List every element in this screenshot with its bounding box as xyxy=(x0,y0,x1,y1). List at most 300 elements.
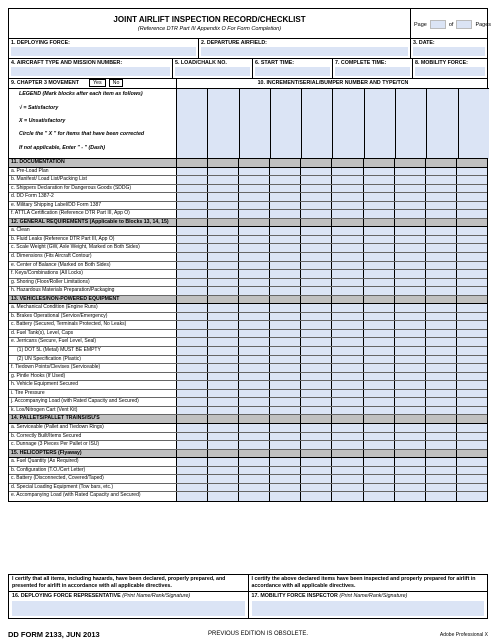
check-cell[interactable] xyxy=(177,433,208,441)
check-cell[interactable] xyxy=(208,313,239,321)
check-cell[interactable] xyxy=(270,176,301,184)
check-cell[interactable] xyxy=(301,321,332,329)
check-cell[interactable] xyxy=(395,236,426,244)
check-cell[interactable] xyxy=(177,390,208,398)
check-cell[interactable] xyxy=(239,313,270,321)
check-cell[interactable] xyxy=(177,373,208,381)
check-cell[interactable] xyxy=(177,253,208,261)
check-cell[interactable] xyxy=(239,373,270,381)
check-cell[interactable] xyxy=(426,279,457,287)
check-cell[interactable] xyxy=(395,492,426,501)
check-cell[interactable] xyxy=(239,185,270,193)
check-cell[interactable] xyxy=(364,279,395,287)
check-cell[interactable] xyxy=(332,424,363,432)
check-cell[interactable] xyxy=(301,202,332,210)
check-cell[interactable] xyxy=(364,202,395,210)
check-cell[interactable] xyxy=(426,364,457,372)
check-cell[interactable] xyxy=(426,373,457,381)
check-cell[interactable] xyxy=(395,168,426,176)
check-cell[interactable] xyxy=(457,475,487,483)
check-cell[interactable] xyxy=(395,330,426,338)
check-cell[interactable] xyxy=(332,313,363,321)
check-cell[interactable] xyxy=(332,484,363,492)
check-cell[interactable] xyxy=(364,424,395,432)
check-cell[interactable] xyxy=(332,330,363,338)
check-cell[interactable] xyxy=(301,262,332,270)
check-cell[interactable] xyxy=(208,458,239,466)
check-cell[interactable] xyxy=(208,407,239,415)
check-cell[interactable] xyxy=(239,244,270,252)
check-cell[interactable] xyxy=(332,475,363,483)
increment-column-field[interactable] xyxy=(365,89,396,159)
check-cell[interactable] xyxy=(395,304,426,312)
check-cell[interactable] xyxy=(426,176,457,184)
check-cell[interactable] xyxy=(177,227,208,235)
check-cell[interactable] xyxy=(457,313,487,321)
check-cell[interactable] xyxy=(208,168,239,176)
check-cell[interactable] xyxy=(270,253,301,261)
check-cell[interactable] xyxy=(364,484,395,492)
check-cell[interactable] xyxy=(270,313,301,321)
check-cell[interactable] xyxy=(208,321,239,329)
check-cell[interactable] xyxy=(332,244,363,252)
check-cell[interactable] xyxy=(270,244,301,252)
check-cell[interactable] xyxy=(457,484,487,492)
check-cell[interactable] xyxy=(426,262,457,270)
check-cell[interactable] xyxy=(301,398,332,406)
page-total-field[interactable] xyxy=(456,20,472,29)
check-cell[interactable] xyxy=(364,467,395,475)
check-cell[interactable] xyxy=(177,330,208,338)
check-cell[interactable] xyxy=(457,364,487,372)
check-cell[interactable] xyxy=(301,279,332,287)
check-cell[interactable] xyxy=(177,202,208,210)
check-cell[interactable] xyxy=(457,253,487,261)
check-cell[interactable] xyxy=(395,458,426,466)
check-cell[interactable] xyxy=(177,356,208,364)
no-checkbox[interactable]: No xyxy=(109,79,124,87)
start-time-field[interactable] xyxy=(255,67,330,76)
page-number-field[interactable] xyxy=(430,20,446,29)
check-cell[interactable] xyxy=(239,467,270,475)
check-cell[interactable] xyxy=(457,321,487,329)
check-cell[interactable] xyxy=(177,381,208,389)
check-cell[interactable] xyxy=(457,347,487,355)
check-cell[interactable] xyxy=(395,373,426,381)
check-cell[interactable] xyxy=(332,338,363,346)
check-cell[interactable] xyxy=(426,168,457,176)
check-cell[interactable] xyxy=(208,424,239,432)
check-cell[interactable] xyxy=(239,338,270,346)
check-cell[interactable] xyxy=(208,492,239,501)
date-field[interactable] xyxy=(413,47,485,56)
check-cell[interactable] xyxy=(364,193,395,201)
check-cell[interactable] xyxy=(332,458,363,466)
check-cell[interactable] xyxy=(332,398,363,406)
check-cell[interactable] xyxy=(239,168,270,176)
check-cell[interactable] xyxy=(270,347,301,355)
check-cell[interactable] xyxy=(270,373,301,381)
check-cell[interactable] xyxy=(239,330,270,338)
check-cell[interactable] xyxy=(332,270,363,278)
check-cell[interactable] xyxy=(270,202,301,210)
check-cell[interactable] xyxy=(332,287,363,295)
check-cell[interactable] xyxy=(301,424,332,432)
check-cell[interactable] xyxy=(364,433,395,441)
check-cell[interactable] xyxy=(177,168,208,176)
check-cell[interactable] xyxy=(208,347,239,355)
check-cell[interactable] xyxy=(457,458,487,466)
check-cell[interactable] xyxy=(177,458,208,466)
check-cell[interactable] xyxy=(270,433,301,441)
check-cell[interactable] xyxy=(332,381,363,389)
increment-column-field[interactable] xyxy=(271,89,302,159)
check-cell[interactable] xyxy=(426,227,457,235)
check-cell[interactable] xyxy=(177,304,208,312)
increment-column-field[interactable] xyxy=(459,89,489,159)
check-cell[interactable] xyxy=(239,484,270,492)
check-cell[interactable] xyxy=(332,185,363,193)
check-cell[interactable] xyxy=(332,176,363,184)
check-cell[interactable] xyxy=(395,262,426,270)
check-cell[interactable] xyxy=(395,287,426,295)
check-cell[interactable] xyxy=(239,356,270,364)
check-cell[interactable] xyxy=(239,270,270,278)
check-cell[interactable] xyxy=(239,253,270,261)
check-cell[interactable] xyxy=(426,338,457,346)
check-cell[interactable] xyxy=(177,467,208,475)
check-cell[interactable] xyxy=(208,202,239,210)
check-cell[interactable] xyxy=(332,253,363,261)
check-cell[interactable] xyxy=(426,398,457,406)
check-cell[interactable] xyxy=(301,193,332,201)
check-cell[interactable] xyxy=(270,492,301,501)
check-cell[interactable] xyxy=(364,321,395,329)
increment-column-field[interactable] xyxy=(177,89,208,159)
check-cell[interactable] xyxy=(395,210,426,218)
check-cell[interactable] xyxy=(301,253,332,261)
check-cell[interactable] xyxy=(457,210,487,218)
check-cell[interactable] xyxy=(426,484,457,492)
check-cell[interactable] xyxy=(208,185,239,193)
check-cell[interactable] xyxy=(239,304,270,312)
check-cell[interactable] xyxy=(301,373,332,381)
departure-airfield-field[interactable] xyxy=(201,47,408,56)
check-cell[interactable] xyxy=(208,236,239,244)
check-cell[interactable] xyxy=(177,236,208,244)
check-cell[interactable] xyxy=(208,484,239,492)
check-cell[interactable] xyxy=(426,321,457,329)
check-cell[interactable] xyxy=(177,176,208,184)
increment-column-field[interactable] xyxy=(396,89,427,159)
check-cell[interactable] xyxy=(457,492,487,501)
check-cell[interactable] xyxy=(364,168,395,176)
check-cell[interactable] xyxy=(177,185,208,193)
check-cell[interactable] xyxy=(177,270,208,278)
check-cell[interactable] xyxy=(301,338,332,346)
check-cell[interactable] xyxy=(208,227,239,235)
check-cell[interactable] xyxy=(208,279,239,287)
check-cell[interactable] xyxy=(239,321,270,329)
check-cell[interactable] xyxy=(177,441,208,449)
check-cell[interactable] xyxy=(208,398,239,406)
complete-time-field[interactable] xyxy=(335,67,410,76)
check-cell[interactable] xyxy=(457,270,487,278)
check-cell[interactable] xyxy=(332,347,363,355)
check-cell[interactable] xyxy=(364,338,395,346)
check-cell[interactable] xyxy=(177,424,208,432)
check-cell[interactable] xyxy=(301,176,332,184)
check-cell[interactable] xyxy=(239,475,270,483)
check-cell[interactable] xyxy=(395,270,426,278)
check-cell[interactable] xyxy=(239,458,270,466)
check-cell[interactable] xyxy=(364,441,395,449)
check-cell[interactable] xyxy=(270,262,301,270)
check-cell[interactable] xyxy=(395,381,426,389)
check-cell[interactable] xyxy=(270,321,301,329)
check-cell[interactable] xyxy=(332,262,363,270)
check-cell[interactable] xyxy=(395,193,426,201)
check-cell[interactable] xyxy=(301,287,332,295)
check-cell[interactable] xyxy=(426,356,457,364)
inspector-signature-field[interactable] xyxy=(252,601,485,616)
check-cell[interactable] xyxy=(270,227,301,235)
check-cell[interactable] xyxy=(239,176,270,184)
check-cell[interactable] xyxy=(364,227,395,235)
check-cell[interactable] xyxy=(177,407,208,415)
check-cell[interactable] xyxy=(301,244,332,252)
check-cell[interactable] xyxy=(457,373,487,381)
check-cell[interactable] xyxy=(457,193,487,201)
check-cell[interactable] xyxy=(426,475,457,483)
deploying-signature-field[interactable] xyxy=(12,601,245,616)
check-cell[interactable] xyxy=(364,398,395,406)
check-cell[interactable] xyxy=(364,244,395,252)
check-cell[interactable] xyxy=(332,227,363,235)
check-cell[interactable] xyxy=(208,373,239,381)
check-cell[interactable] xyxy=(301,313,332,321)
check-cell[interactable] xyxy=(426,458,457,466)
check-cell[interactable] xyxy=(457,227,487,235)
check-cell[interactable] xyxy=(395,356,426,364)
check-cell[interactable] xyxy=(332,390,363,398)
check-cell[interactable] xyxy=(177,279,208,287)
check-cell[interactable] xyxy=(239,433,270,441)
check-cell[interactable] xyxy=(332,407,363,415)
check-cell[interactable] xyxy=(364,381,395,389)
check-cell[interactable] xyxy=(332,202,363,210)
check-cell[interactable] xyxy=(395,244,426,252)
check-cell[interactable] xyxy=(395,279,426,287)
check-cell[interactable] xyxy=(395,441,426,449)
check-cell[interactable] xyxy=(301,390,332,398)
check-cell[interactable] xyxy=(301,467,332,475)
check-cell[interactable] xyxy=(239,398,270,406)
check-cell[interactable] xyxy=(239,210,270,218)
check-cell[interactable] xyxy=(332,441,363,449)
check-cell[interactable] xyxy=(332,467,363,475)
check-cell[interactable] xyxy=(457,185,487,193)
check-cell[interactable] xyxy=(426,330,457,338)
check-cell[interactable] xyxy=(426,492,457,501)
check-cell[interactable] xyxy=(332,210,363,218)
check-cell[interactable] xyxy=(332,433,363,441)
check-cell[interactable] xyxy=(364,330,395,338)
increment-column-field[interactable] xyxy=(302,89,333,159)
check-cell[interactable] xyxy=(208,253,239,261)
check-cell[interactable] xyxy=(457,168,487,176)
check-cell[interactable] xyxy=(364,236,395,244)
check-cell[interactable] xyxy=(301,458,332,466)
check-cell[interactable] xyxy=(426,202,457,210)
check-cell[interactable] xyxy=(208,244,239,252)
check-cell[interactable] xyxy=(426,304,457,312)
check-cell[interactable] xyxy=(301,364,332,372)
check-cell[interactable] xyxy=(332,193,363,201)
check-cell[interactable] xyxy=(457,407,487,415)
check-cell[interactable] xyxy=(364,364,395,372)
check-cell[interactable] xyxy=(301,304,332,312)
check-cell[interactable] xyxy=(426,244,457,252)
check-cell[interactable] xyxy=(426,441,457,449)
check-cell[interactable] xyxy=(270,467,301,475)
check-cell[interactable] xyxy=(332,356,363,364)
check-cell[interactable] xyxy=(457,244,487,252)
check-cell[interactable] xyxy=(301,330,332,338)
check-cell[interactable] xyxy=(239,236,270,244)
check-cell[interactable] xyxy=(239,441,270,449)
check-cell[interactable] xyxy=(270,279,301,287)
check-cell[interactable] xyxy=(395,424,426,432)
check-cell[interactable] xyxy=(208,270,239,278)
check-cell[interactable] xyxy=(364,253,395,261)
check-cell[interactable] xyxy=(301,475,332,483)
check-cell[interactable] xyxy=(208,356,239,364)
check-cell[interactable] xyxy=(457,390,487,398)
check-cell[interactable] xyxy=(457,338,487,346)
check-cell[interactable] xyxy=(364,270,395,278)
check-cell[interactable] xyxy=(426,433,457,441)
check-cell[interactable] xyxy=(208,390,239,398)
check-cell[interactable] xyxy=(270,441,301,449)
mobility-force-field[interactable] xyxy=(415,67,485,76)
check-cell[interactable] xyxy=(457,287,487,295)
check-cell[interactable] xyxy=(395,398,426,406)
check-cell[interactable] xyxy=(270,193,301,201)
check-cell[interactable] xyxy=(364,176,395,184)
check-cell[interactable] xyxy=(270,185,301,193)
check-cell[interactable] xyxy=(426,287,457,295)
check-cell[interactable] xyxy=(395,253,426,261)
check-cell[interactable] xyxy=(177,347,208,355)
check-cell[interactable] xyxy=(457,398,487,406)
check-cell[interactable] xyxy=(270,330,301,338)
check-cell[interactable] xyxy=(208,441,239,449)
check-cell[interactable] xyxy=(301,210,332,218)
check-cell[interactable] xyxy=(301,347,332,355)
increment-column-field[interactable] xyxy=(240,89,271,159)
check-cell[interactable] xyxy=(239,492,270,501)
check-cell[interactable] xyxy=(270,287,301,295)
check-cell[interactable] xyxy=(239,424,270,432)
check-cell[interactable] xyxy=(177,492,208,501)
check-cell[interactable] xyxy=(364,373,395,381)
check-cell[interactable] xyxy=(208,193,239,201)
check-cell[interactable] xyxy=(301,433,332,441)
check-cell[interactable] xyxy=(270,458,301,466)
check-cell[interactable] xyxy=(239,407,270,415)
check-cell[interactable] xyxy=(364,287,395,295)
check-cell[interactable] xyxy=(395,338,426,346)
check-cell[interactable] xyxy=(457,202,487,210)
check-cell[interactable] xyxy=(426,313,457,321)
increment-column-field[interactable] xyxy=(208,89,239,159)
check-cell[interactable] xyxy=(239,381,270,389)
check-cell[interactable] xyxy=(177,364,208,372)
check-cell[interactable] xyxy=(177,287,208,295)
check-cell[interactable] xyxy=(177,484,208,492)
check-cell[interactable] xyxy=(332,373,363,381)
check-cell[interactable] xyxy=(239,390,270,398)
check-cell[interactable] xyxy=(332,236,363,244)
deploying-force-field[interactable] xyxy=(11,47,196,56)
check-cell[interactable] xyxy=(177,193,208,201)
check-cell[interactable] xyxy=(395,390,426,398)
check-cell[interactable] xyxy=(395,364,426,372)
check-cell[interactable] xyxy=(177,475,208,483)
load-chalk-field[interactable] xyxy=(175,67,250,76)
check-cell[interactable] xyxy=(364,458,395,466)
check-cell[interactable] xyxy=(270,210,301,218)
check-cell[interactable] xyxy=(457,236,487,244)
increment-column-field[interactable] xyxy=(333,89,364,159)
increment-column-field[interactable] xyxy=(427,89,458,159)
check-cell[interactable] xyxy=(208,176,239,184)
check-cell[interactable] xyxy=(395,227,426,235)
check-cell[interactable] xyxy=(457,433,487,441)
check-cell[interactable] xyxy=(301,407,332,415)
check-cell[interactable] xyxy=(364,304,395,312)
check-cell[interactable] xyxy=(270,364,301,372)
check-cell[interactable] xyxy=(426,270,457,278)
check-cell[interactable] xyxy=(332,492,363,501)
check-cell[interactable] xyxy=(426,467,457,475)
check-cell[interactable] xyxy=(301,484,332,492)
check-cell[interactable] xyxy=(332,279,363,287)
check-cell[interactable] xyxy=(239,287,270,295)
aircraft-type-field[interactable] xyxy=(11,67,170,76)
check-cell[interactable] xyxy=(301,168,332,176)
check-cell[interactable] xyxy=(270,484,301,492)
check-cell[interactable] xyxy=(270,407,301,415)
check-cell[interactable] xyxy=(270,390,301,398)
check-cell[interactable] xyxy=(426,407,457,415)
check-cell[interactable] xyxy=(364,492,395,501)
check-cell[interactable] xyxy=(177,321,208,329)
check-cell[interactable] xyxy=(239,279,270,287)
check-cell[interactable] xyxy=(426,210,457,218)
check-cell[interactable] xyxy=(270,338,301,346)
check-cell[interactable] xyxy=(457,424,487,432)
check-cell[interactable] xyxy=(457,467,487,475)
check-cell[interactable] xyxy=(270,381,301,389)
check-cell[interactable] xyxy=(426,253,457,261)
check-cell[interactable] xyxy=(426,185,457,193)
check-cell[interactable] xyxy=(364,313,395,321)
check-cell[interactable] xyxy=(364,185,395,193)
check-cell[interactable] xyxy=(301,185,332,193)
check-cell[interactable] xyxy=(239,364,270,372)
